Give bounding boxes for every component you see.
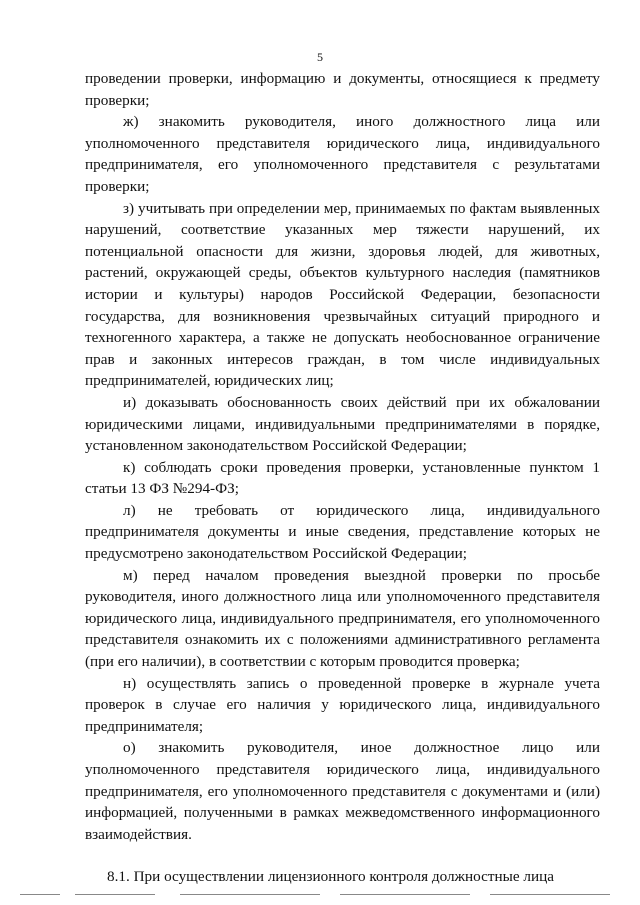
document-body	[85, 68, 600, 888]
paragraph-continuation: проведении проверки, информацию и документы, относящиеся к предмету проверки;	[85, 70, 600, 109]
paragraph-item-o: о) знакомить руководителя, иное должностное лицо или уполномоченного представителя юридического лица, индивидуального предпринимателя, его уполномоченного представителя с документами и (или) информацией, полученными в рамках межведомственного информационного взаимодействия.	[85, 739, 600, 843]
paragraph-item-m: м) перед началом проведения выездной проверки по просьбе руководителя, иного должностного лица или уполномоченного представителя юридического лица, индивидуального предпринимателя, его уполномоченного представителя ознакомить их с положениями административного регламента (при его наличии), в соответствии с которым проводится проверка;	[85, 566, 600, 671]
footer-divider	[180, 894, 320, 895]
page-number: 5	[317, 50, 323, 64]
section-heading: 8.1. При осуществлении лицензионного контроля должностные лица	[107, 868, 554, 886]
paragraph-item-l: л) не требовать от юридического лица, индивидуального предпринимателя документы и иные сведения, представление которых не предусмотрено законодательством Российской Федерации;	[85, 501, 600, 563]
paragraph-item-n: н) осуществлять запись о проведенной проверке в журнале учета проверок в случае его наличия у юридического лица, индивидуального предпринимателя;	[85, 674, 600, 735]
paragraph-item-k: к) соблюдать сроки проведения проверки, установленные пунктом 1 статьи 13 ФЗ №294-ФЗ;	[85, 458, 600, 498]
paragraph-item-z: з) учитывать при определении мер, принимаемых по фактам выявленных нарушений, соответствие указанных мер тяжести нарушений, их потенциальной опасности для жизни, здоровья людей, для животных, растений, окружающей среды, объектов культурного наследия (памятников истории и культуры) народов Российской Федерации, безопасности государства, для возникновения чрезвычайных ситуаций природного и техногенного характера, а также не допускать необоснованное ограничение прав и законных интересов граждан, в том числе индивидуальных предпринимателей, юридических лиц;	[85, 199, 600, 390]
paragraph-item-zh: ж) знакомить руководителя, иного должностного лица или уполномоченного представителя юридического лица, индивидуального предпринимателя, его уполномоченного представителя с результатами проверки;	[85, 113, 600, 195]
footer-divider	[20, 894, 60, 895]
paragraph-item-i: и) доказывать обоснованность своих действий при их обжаловании юридическими лицами, индивидуальными предпринимателями в порядке, установленном законодательством Российской Федерации;	[85, 393, 600, 455]
footer-divider	[490, 894, 610, 895]
footer-divider	[75, 894, 155, 895]
footer-divider	[340, 894, 470, 895]
